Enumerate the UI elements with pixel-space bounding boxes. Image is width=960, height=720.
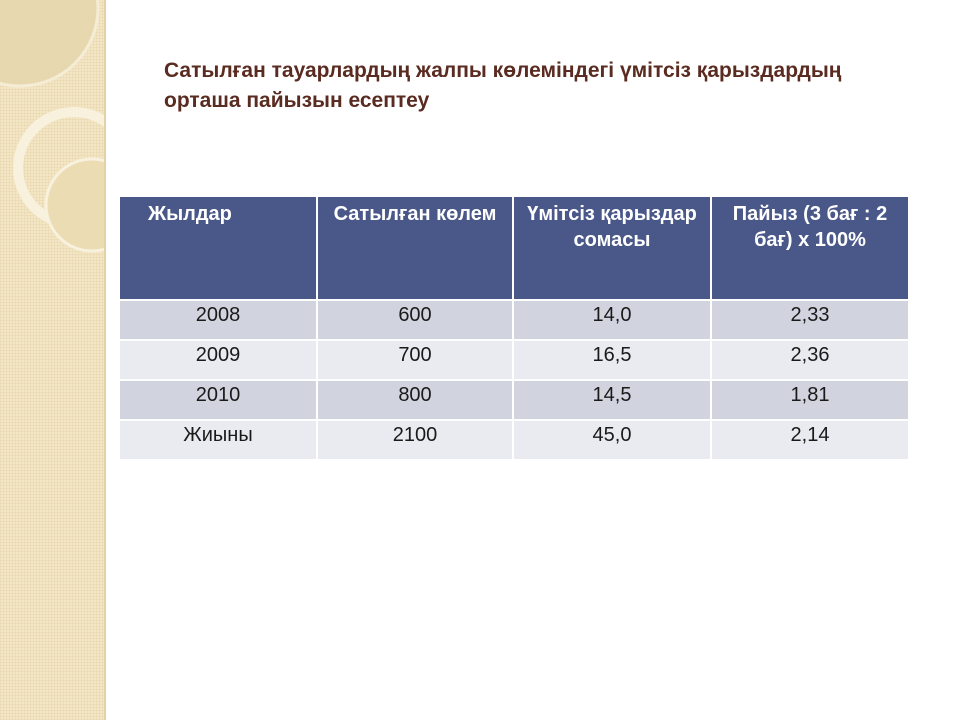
decorative-side-band bbox=[0, 0, 106, 720]
cell-total-label: Жиыны bbox=[120, 420, 317, 460]
cell-year: 2010 bbox=[120, 380, 317, 420]
table-header-row bbox=[120, 197, 908, 300]
cell-year: 2008 bbox=[120, 300, 317, 340]
header-percent: Пайыз (3 бағ : 2 бағ) х 100% bbox=[711, 197, 908, 300]
table-row bbox=[120, 300, 908, 340]
cell-volume: 700 bbox=[317, 340, 513, 380]
table-row-total bbox=[120, 420, 908, 460]
header-sold-volume: Сатылған көлем bbox=[317, 197, 513, 300]
cell-bad-debt: 14,0 bbox=[513, 300, 711, 340]
cell-year: 2009 bbox=[120, 340, 317, 380]
decorative-circles bbox=[0, 0, 104, 720]
cell-bad-debt: 45,0 bbox=[513, 420, 711, 460]
table-row bbox=[120, 380, 908, 420]
cell-percent: 2,14 bbox=[711, 420, 908, 460]
cell-volume: 800 bbox=[317, 380, 513, 420]
header-years: Жылдар bbox=[120, 197, 317, 300]
header-bad-debt-amount: Үмітсіз қарыздар сомасы bbox=[513, 197, 711, 300]
cell-bad-debt: 16,5 bbox=[513, 340, 711, 380]
cell-percent: 1,81 bbox=[711, 380, 908, 420]
cell-percent: 2,33 bbox=[711, 300, 908, 340]
data-table bbox=[120, 197, 908, 461]
table-row bbox=[120, 340, 908, 380]
cell-volume: 2100 bbox=[317, 420, 513, 460]
page-title: Сатылған тауарлардың жалпы көлеміндегі үмітсіз қарыздардың орташа пайызын есептеу bbox=[164, 59, 842, 112]
cell-volume: 600 bbox=[317, 300, 513, 340]
cell-bad-debt: 14,5 bbox=[513, 380, 711, 420]
cell-percent: 2,36 bbox=[711, 340, 908, 380]
